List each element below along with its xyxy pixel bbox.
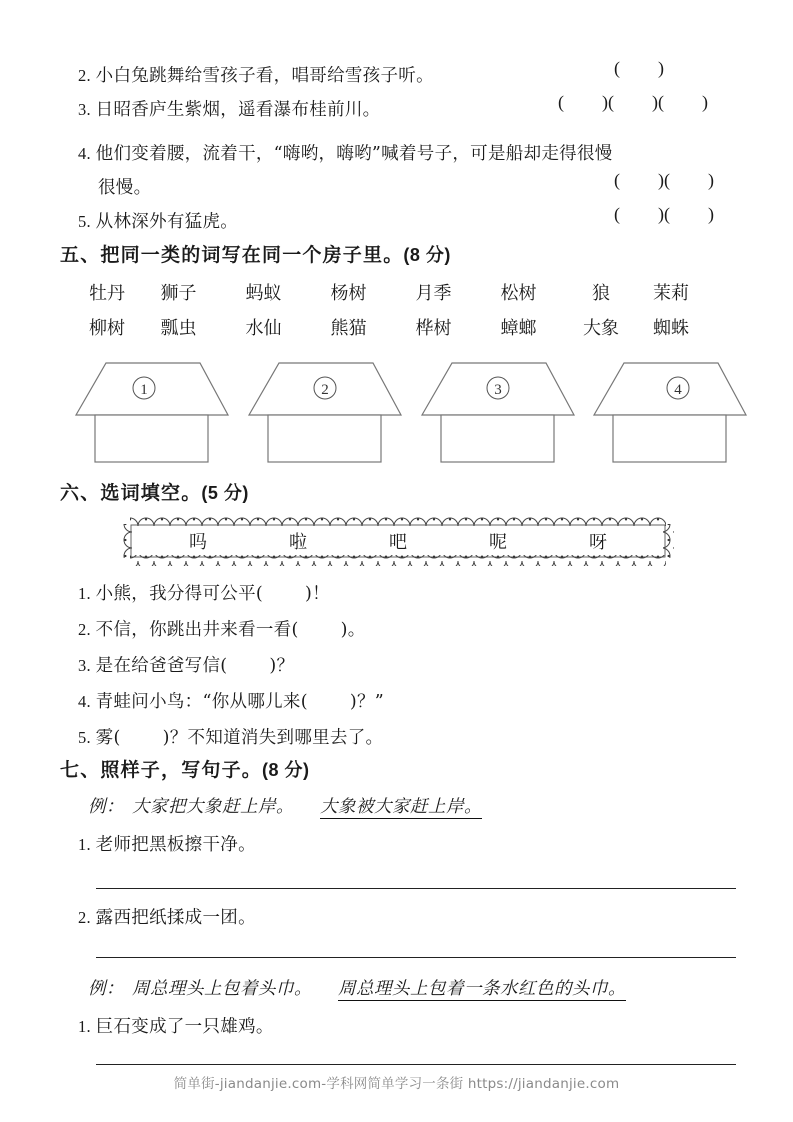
sentence-question-2 [78, 900, 256, 935]
word-item: 杨树 [330, 283, 367, 304]
word-list-row-2 [78, 314, 701, 340]
house-box-2[interactable] [245, 357, 405, 464]
word-item: 熊猫 [330, 318, 367, 339]
answer-brackets-q2[interactable]: ( ) [614, 58, 664, 78]
question-number: 1. [78, 584, 91, 603]
judgement-question-4-line2 [98, 170, 151, 205]
sentence-question-1 [78, 827, 256, 862]
question-text-continued: 很慢。 [98, 178, 152, 198]
question-text: 日昭香庐生紫烟，遥看瀑布桂前川。 [95, 100, 381, 120]
section-seven-score: (8 分) [262, 760, 310, 780]
word-item: 茉莉 [653, 283, 689, 304]
word-item: 桦树 [415, 318, 452, 339]
judgement-question-4 [78, 136, 613, 171]
question-text: 他们变着腰，流着干，“嗨哟，嗨哟”喊着号子，可是船却走得很慢 [95, 144, 613, 164]
answer-brackets-q4[interactable]: ( )( ) [614, 170, 714, 190]
question-text: 小白兔跳舞给雪孩子看，唱哥给雪孩子听。 [95, 66, 434, 86]
section-six-title: 六、选词填空。 [60, 482, 202, 504]
house-label-4: 4 [674, 382, 682, 398]
word-item: 狼 [592, 283, 610, 304]
question-text: 老师把黑板擦干净。 [95, 835, 256, 855]
word-item: 牡丹 [89, 283, 125, 304]
section-seven-heading [60, 755, 310, 782]
word-bank-box [122, 516, 674, 566]
question-number: 4. [78, 692, 91, 711]
section-five-score: (8 分) [403, 245, 451, 265]
question-text-before: 不信，你跳出井来看一看( [95, 620, 299, 640]
question-text-before: 青蛙问小鸟：“你从哪儿来( [95, 692, 308, 712]
example-prompt: 大家把大象赶上岸。 [132, 796, 294, 816]
judgement-question-5 [78, 204, 238, 239]
fill-blank-question-4 [78, 684, 384, 719]
word-item: 水仙 [245, 318, 282, 339]
word-bank-item[interactable]: 吗 [189, 532, 207, 553]
sentence-question-3 [78, 1009, 274, 1044]
word-item: 蜘蛛 [653, 318, 689, 339]
question-number: 2. [78, 620, 91, 639]
example-label: 例： [88, 796, 124, 816]
judgement-question-2 [78, 58, 434, 93]
question-text: 露西把纸揉成一团。 [95, 908, 256, 928]
question-number: 2. [78, 908, 91, 927]
section-six-score: (5 分) [201, 483, 249, 503]
footer-text: 简单街-jiandanjie.com-学科网简单学习一条街 https://jiandanjie.com [173, 1076, 620, 1092]
house-box-1[interactable] [72, 357, 232, 464]
house-box-3[interactable] [418, 357, 578, 464]
example-two [88, 975, 626, 1000]
question-text-after: )？” [349, 692, 385, 712]
question-number: 2. [78, 66, 91, 85]
house-label-3: 3 [494, 382, 502, 398]
example-one [88, 793, 482, 818]
question-number: 5. [78, 212, 91, 231]
section-five-heading [60, 240, 451, 267]
example-answer: 大象被大家赶上岸。 [320, 796, 482, 819]
word-item: 大象 [583, 318, 619, 339]
judgement-question-3 [78, 92, 380, 127]
house-box-4[interactable] [590, 357, 750, 464]
house-label-1: 1 [140, 382, 148, 398]
question-number: 5. [78, 728, 91, 747]
word-item: 柳树 [89, 318, 125, 339]
word-bank-item[interactable]: 吧 [389, 532, 407, 553]
question-text-before: 雾( [95, 728, 121, 748]
fill-blank-question-2 [78, 612, 366, 647]
answer-line-2[interactable] [96, 957, 736, 958]
word-item: 瓢虫 [160, 318, 197, 339]
question-text-after: )！ [305, 584, 330, 604]
word-bank-item[interactable]: 啦 [289, 532, 307, 553]
question-number: 3. [78, 100, 91, 119]
word-item: 狮子 [160, 283, 197, 304]
section-seven-title: 七、照样子，写句子。 [60, 759, 263, 781]
word-item: 月季 [415, 283, 452, 304]
fill-blank-question-3 [78, 648, 294, 683]
answer-brackets-q3[interactable]: ( )( )( ) [558, 92, 708, 112]
example-prompt: 周总理头上包着头巾。 [132, 978, 312, 998]
word-bank-item[interactable]: 呀 [589, 532, 607, 553]
section-five-title: 五、把同一类的词写在同一个房子里。 [60, 244, 404, 266]
question-number: 3. [78, 656, 91, 675]
question-text-before: 是在给爸爸写信( [95, 656, 228, 676]
answer-brackets-q5[interactable]: ( )( ) [614, 204, 714, 224]
question-text-after: )？ [269, 656, 295, 676]
question-number: 1. [78, 835, 91, 854]
fill-blank-question-5 [78, 720, 383, 755]
word-item: 蟑螂 [500, 318, 537, 339]
answer-line-3[interactable] [96, 1064, 736, 1065]
word-bank-item[interactable]: 呢 [489, 532, 507, 553]
question-number: 4. [78, 144, 91, 163]
house-label-2: 2 [321, 382, 329, 398]
word-item: 松树 [500, 283, 537, 304]
answer-line-1[interactable] [96, 888, 736, 889]
question-text: 巨石变成了一只雄鸡。 [95, 1017, 274, 1037]
question-number: 1. [78, 1017, 91, 1036]
word-item: 蚂蚁 [245, 283, 282, 304]
question-text-before: 小熊，我分得可公平( [95, 584, 263, 604]
example-answer: 周总理头上包着一条水红色的头巾。 [338, 978, 626, 1001]
question-text-after: )？不知道消失到哪里去了。 [162, 728, 384, 748]
example-label: 例： [88, 978, 124, 998]
question-text-after: )。 [340, 620, 366, 640]
word-list-row-1 [78, 279, 701, 305]
footer-watermark [0, 1072, 793, 1092]
question-text: 从林深外有猛虎。 [95, 212, 239, 232]
section-six-heading [60, 478, 249, 505]
fill-blank-question-1 [78, 576, 330, 611]
